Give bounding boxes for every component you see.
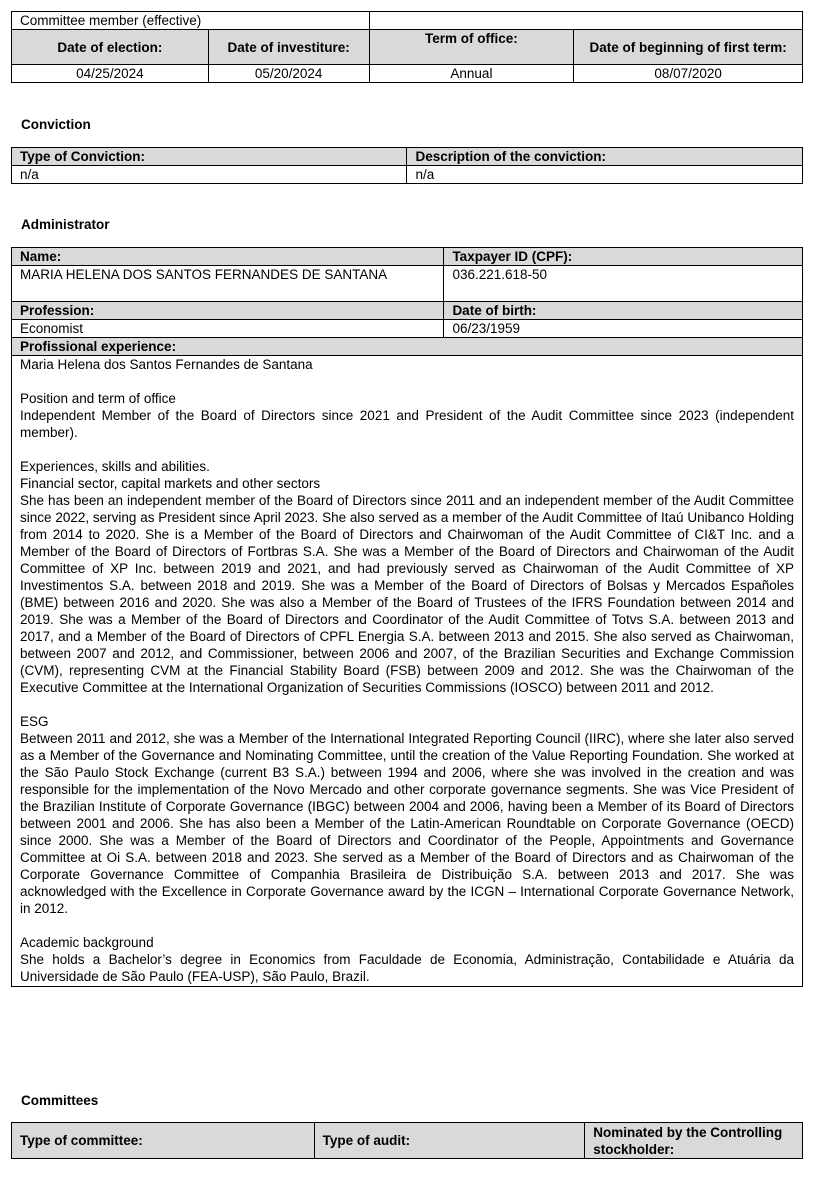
date-of-birth-header: Date of birth:: [444, 302, 803, 320]
position-text: Independent Member of the Board of Directors since 2021 and President of the Audit Committee since 2023 (independent member).: [20, 408, 794, 440]
date-of-election-value: 04/25/2024: [12, 65, 209, 83]
profession-header: Profession:: [12, 302, 444, 320]
first-term-start-header: Date of beginning of first term:: [574, 30, 803, 65]
skills-heading: Experiences, skills and abilities.: [20, 459, 210, 474]
administrator-title: Administrator: [21, 217, 110, 232]
cpf-value: 036.221.618-50: [444, 266, 803, 302]
committees-table: [11, 1122, 803, 1159]
cpf-header: Taxpayer ID (CPF):: [444, 248, 803, 266]
academic-text: She holds a Bachelor’s degree in Economics from Faculdade de Economia, Administração, Contabilidade e Atuária da Universidade de São Paulo (FEA-USP), São Paulo, Brazil.: [20, 952, 794, 984]
committee-member-table: [11, 11, 803, 83]
conviction-type-header: Type of Conviction:: [12, 148, 407, 166]
committee-member-empty: [369, 12, 802, 30]
conviction-type-value: n/a: [12, 166, 407, 184]
date-of-investiture-header: Date of investiture:: [208, 30, 369, 65]
conviction-description-value: n/a: [407, 166, 803, 184]
administrator-table: [11, 247, 803, 987]
date-of-investiture-value: 05/20/2024: [208, 65, 369, 83]
name-header: Name:: [12, 248, 444, 266]
academic-heading: Academic background: [20, 935, 154, 950]
profession-value: Economist: [12, 320, 444, 338]
esg-heading: ESG: [20, 714, 49, 729]
professional-experience-header: Profissional experience:: [12, 338, 803, 356]
committee-type-header: Type of committee:: [12, 1123, 315, 1159]
name-value: MARIA HELENA DOS SANTOS FERNANDES DE SANTANA: [12, 266, 444, 302]
esg-text: Between 2011 and 2012, she was a Member of the International Integrated Reporting Council (IIRC), where she later also served as a Member of the Governance and Nominating Committee, until the creation of the Value Reporting Foundation. She worked at the São Paulo Stock Exchange (current B3 S.A.) between 1994 and 2006, where she was involved in the creation and was responsible for the implementation of the Novo Mercado and other corporate governance segments. She was Vice President of the Brazilian Institute of Corporate Governance (IBGC) between 2004 and 2006, having been a Member of its Board of Directors between 2001 and 2006. She has also been a Member of the Latin-American Roundtable on Corporate Governance (OECD) since 2000. She was a Member of the Board of Directors and Coordinator of the People, Appointments and Governance Committee at Oi S.A. between 2018 and 2023. She served as a Member of the Board of Directors and as Chairwoman of the Corporate Governance Committee of Companhia Brasileira de Distribuição S.A. between 2013 and 2017. She was acknowledged with the Excellence in Corporate Governance award by the ICGN – International Corporate Governance Network, in 2012.: [20, 731, 794, 916]
financial-text: She has been an independent member of the Board of Directors since 2011 and an independent member of the Audit Committee since 2022, serving as President since April 2023. She also served as a member of the Audit Committee of Itaú Unibanco Holding from 2014 to 2020. She is a Member of the Board of Directors and Chairwoman of the Audit Committee of CI&T Inc. and a Member of the Board of Directors of Fortbras S.A. She was a Member of the Board of Directors and Chairwoman of the Audit Committee of XP Inc. between 2019 and 2021, and had previously served as Chairwoman of the Audit Committee of XP Investimentos S.A. between 2018 and 2019. She was a Member of the Board of Directors of Bolsas y Mercados Españoles (BME) between 2016 and 2020. She was also a Member of the Board of Trustees of the IFRS Foundation between 2014 and 2019. She was a Member of the Board of Directors and Coordinator of the Audit Committee of Totvs S.A. between 2013 and 2017, and a Member of the Board of Directors of CPFL Energia S.A. between 2013 and 2015. She also served as Chairwoman, between 2007 and 2012, and Commissioner, between 2006 and 2007, of the Brazilian Securities and Exchange Commission (CVM), representing CVM at the Financial Stability Board (FSB) between 2009 and 2012. She was the Chairwoman of the Executive Committee at the International Organization of Securities Commissions (IOSCO) between 2011 and 2012.: [20, 493, 794, 695]
position-heading: Position and term of office: [20, 391, 176, 406]
nominated-by-controlling-header: Nominated by the Controlling stockholder:: [585, 1123, 803, 1159]
date-of-birth-value: 06/23/1959: [444, 320, 803, 338]
committee-member-label: Committee member (effective): [12, 12, 370, 30]
term-of-office-value: Annual: [369, 65, 574, 83]
committees-title: Committees: [21, 1093, 99, 1108]
experience-full-name: Maria Helena dos Santos Fernandes de Santana: [20, 357, 313, 372]
audit-type-header: Type of audit:: [314, 1123, 585, 1159]
financial-heading: Financial sector, capital markets and other sectors: [20, 476, 321, 491]
conviction-table: [11, 147, 803, 184]
conviction-description-header: Description of the conviction:: [407, 148, 803, 166]
date-of-election-header: Date of election:: [12, 30, 209, 65]
conviction-title: Conviction: [21, 117, 91, 132]
first-term-start-value: 08/07/2020: [574, 65, 803, 83]
professional-experience-body: [12, 356, 803, 987]
term-of-office-header: Term of office:: [369, 30, 574, 65]
